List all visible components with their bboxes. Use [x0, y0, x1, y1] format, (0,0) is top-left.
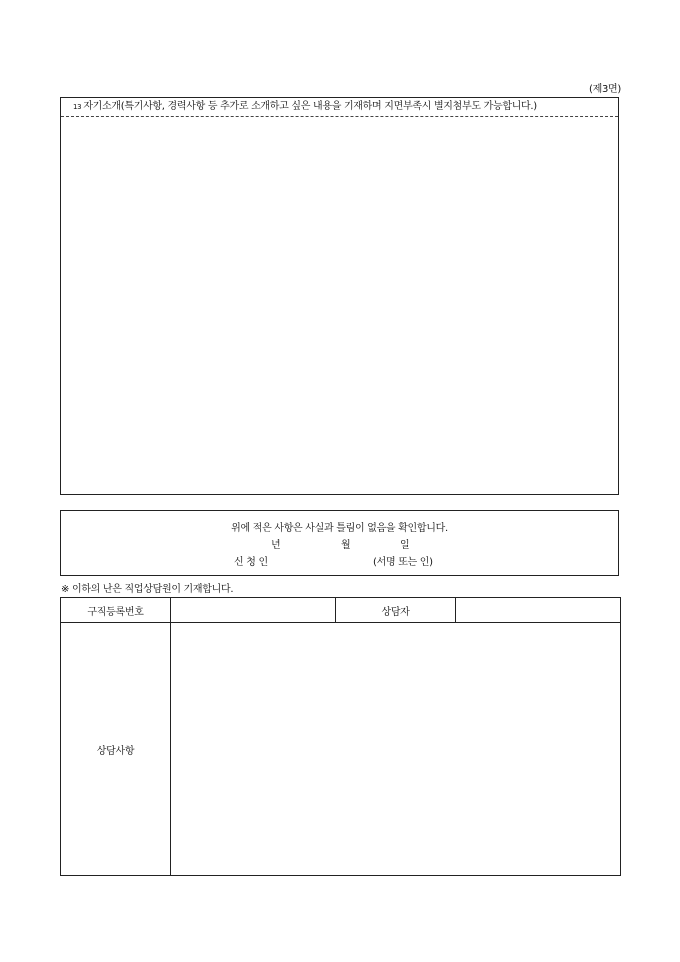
year-label: 년	[271, 540, 281, 551]
month-label: 월	[341, 540, 351, 551]
counselor-field[interactable]	[456, 598, 621, 623]
signature-label[interactable]: (서명 또는 인)	[373, 557, 433, 568]
page-number: (제3면)	[589, 84, 621, 95]
counselor-note: ※ 이하의 난은 직업상담원이 기재합니다.	[61, 584, 234, 595]
item-number: 13	[73, 103, 82, 111]
counseling-table-header-row	[61, 598, 621, 623]
self-introduction-section	[60, 97, 619, 495]
registration-number-label: 구직등록번호	[61, 598, 171, 623]
counseling-table	[60, 597, 621, 876]
confirmation-section	[60, 510, 619, 576]
counseling-details-row	[61, 623, 621, 876]
registration-number-field[interactable]	[171, 598, 336, 623]
self-introduction-input[interactable]	[61, 117, 618, 494]
counseling-details-field[interactable]	[171, 623, 621, 876]
applicant-label: 신 청 인	[234, 557, 268, 568]
confirmation-statement: 위에 적은 사항은 사실과 틀림이 없음을 확인합니다.	[231, 523, 448, 534]
self-introduction-title: 자기소개(특기사항, 경력사항 등 추가로 소개하고 싶은 내용을 기재하며 지면부족시 별지첨부도 가능합니다.)	[83, 101, 537, 112]
applicant-signature-line	[61, 553, 618, 567]
self-introduction-header	[61, 98, 618, 117]
counselor-label: 상담자	[336, 598, 456, 623]
counseling-details-label: 상담사항	[61, 623, 171, 876]
day-label: 일	[400, 540, 410, 551]
date-line	[61, 536, 618, 550]
